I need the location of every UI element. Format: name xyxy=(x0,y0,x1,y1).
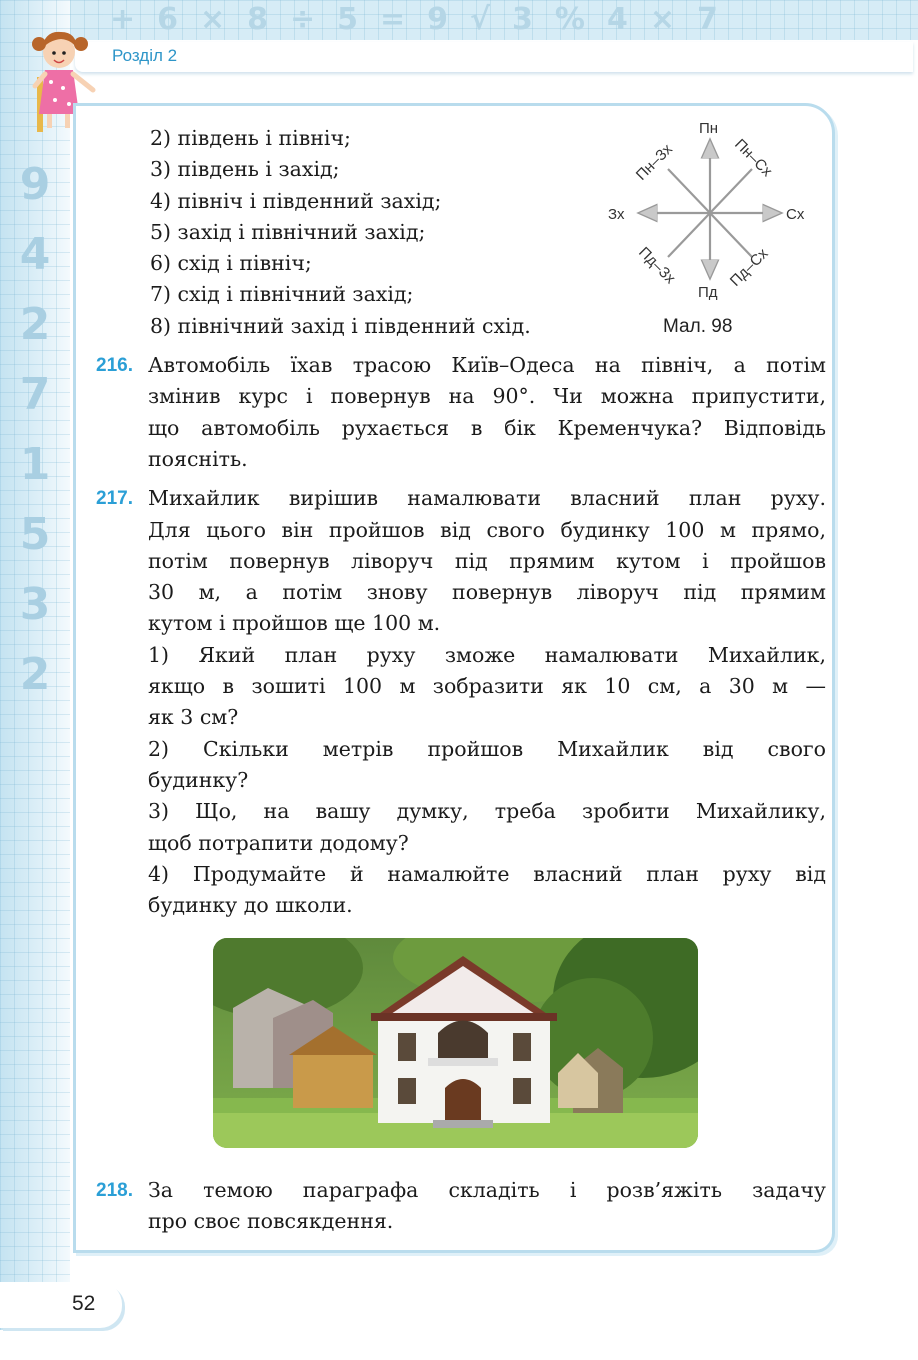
compass-label-s: Пд xyxy=(698,284,718,301)
task-body xyxy=(148,1175,826,1238)
task-216 xyxy=(96,350,826,475)
strip-glyph: 2 xyxy=(19,299,51,350)
task-number: 218. xyxy=(96,1180,133,1201)
question-line: 2) Скільки метрів пройшов Михайлик від свого xyxy=(148,736,826,761)
question-line: будинку до школи. xyxy=(148,893,353,918)
text-line: потім повернув ліворуч під прямим кутом і пройшов xyxy=(148,548,826,573)
compass-label-ne: Пн–Сх xyxy=(731,135,776,181)
strip-glyphs xyxy=(10,150,60,710)
text-line: Михайлик вирішив намалювати власний план руху. xyxy=(148,486,826,511)
section-title: Розділ 2 xyxy=(112,46,178,65)
text-line: Для цього він пройшов від свого будинку 100 м прямо, xyxy=(148,517,826,542)
list-item: 4) північ і південний захід; xyxy=(150,188,442,213)
question-line: якщо в зошиті 100 м зобразити як 10 см, а 30 м — xyxy=(148,674,826,699)
text-line: кутом і пройшов ще 100 м. xyxy=(148,611,441,636)
question-line: 1) Який план руху зможе намалювати Михайлик, xyxy=(148,642,826,667)
page-content xyxy=(96,123,826,921)
question-line: будинку? xyxy=(148,767,249,792)
strip-glyph: 2 xyxy=(19,649,51,700)
task-218-wrap xyxy=(96,1175,826,1238)
top-decorative-glyphs: +6×8÷5=9√3%4×7 xyxy=(110,2,740,37)
compass-label-sw: Пд–Зх xyxy=(635,243,679,288)
task-body xyxy=(148,350,826,475)
strip-glyph: 3 xyxy=(19,579,51,630)
text-line: змінив курс і повернув на 90°. Чи можна припустити, xyxy=(148,384,826,409)
strip-glyph: 7 xyxy=(19,369,51,420)
compass-label-w: Зх xyxy=(608,206,625,223)
question-line: 4) Продумайте й намалюйте власний план руху від xyxy=(148,861,826,886)
task-number: 217. xyxy=(96,488,133,510)
task-number: 216. xyxy=(96,355,133,377)
list-item: 6) схід і північ; xyxy=(150,251,312,276)
question-line: щоб потрапити додому? xyxy=(148,830,409,855)
compass-label-se: Пд–Сх xyxy=(726,245,772,290)
task-217 xyxy=(96,483,826,921)
page-number: 52 xyxy=(72,1292,96,1315)
text-line: Автомобіль їхав трасою Київ–Одеса на північ, а потім xyxy=(148,353,826,378)
question-line: 3) Що, на вашу думку, треба зробити Михайлику, xyxy=(148,799,826,824)
strip-glyph: 1 xyxy=(19,439,51,490)
text-line: про своє повсякдення. xyxy=(148,1209,394,1234)
strip-glyph: 9 xyxy=(19,159,51,210)
list-item: 8) північний захід і південний схід. xyxy=(150,313,531,338)
strip-glyph: 5 xyxy=(19,509,51,560)
list-item: 3) південь і захід; xyxy=(150,157,340,182)
text-line: поясніть. xyxy=(148,446,248,471)
task-218 xyxy=(96,1175,826,1238)
compass-label-nw: Пн–Зх xyxy=(632,140,676,184)
list-item: 2) південь і північ; xyxy=(150,126,351,150)
left-decorative-strip xyxy=(0,0,70,1330)
list-item: 5) захід і північний захід; xyxy=(150,219,426,244)
page-number-tab xyxy=(0,1282,122,1328)
question-line: як 3 см? xyxy=(148,705,239,730)
text-line: 30 м, а потім знову повернув ліворуч під прямим xyxy=(148,580,826,605)
strip-glyph: 4 xyxy=(19,229,51,280)
compass-label-n: Пн xyxy=(699,120,719,137)
text-line: За темою параграфа складіть і розв’яжіть задачу xyxy=(148,1178,826,1202)
list-item: 7) схід і північний захід; xyxy=(150,282,414,307)
text-line: що автомобіль рухається в бік Кременчука? Відповідь xyxy=(148,415,826,440)
header-bar xyxy=(75,42,913,72)
top-decorative-band xyxy=(0,0,918,40)
house-photo xyxy=(213,938,698,1148)
figure-caption: Мал. 98 xyxy=(663,316,733,337)
task-body xyxy=(148,483,826,921)
compass-label-e: Сх xyxy=(786,206,805,223)
